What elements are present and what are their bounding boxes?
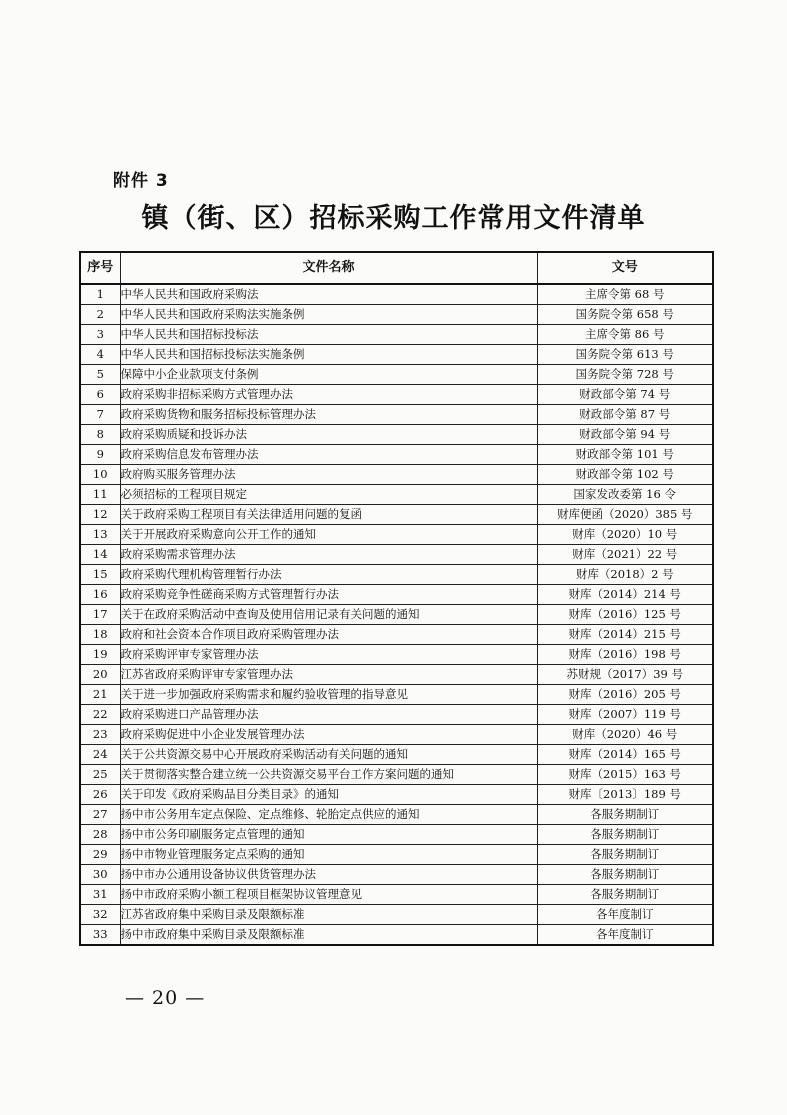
row-index: 11 (80, 485, 120, 505)
table-row (80, 605, 713, 625)
table-row (80, 625, 713, 645)
document-number: 各服务期制订 (537, 865, 713, 885)
row-index: 26 (80, 785, 120, 805)
document-name: 保障中小企业款项支付条例 (120, 365, 537, 385)
table-row (80, 525, 713, 545)
document-number: 财政部令第 94 号 (537, 425, 713, 445)
table-row (80, 385, 713, 405)
document-name: 中华人民共和国招标投标法 (120, 325, 537, 345)
table-row (80, 725, 713, 745)
table-row (80, 585, 713, 605)
row-index: 22 (80, 705, 120, 725)
table-header-row (80, 252, 713, 284)
row-index: 30 (80, 865, 120, 885)
table-row (80, 284, 713, 305)
document-number: 财库（2015）163 号 (537, 765, 713, 785)
document-number: 各服务期制订 (537, 825, 713, 845)
document-number: 国务院令第 613 号 (537, 345, 713, 365)
document-name: 中华人民共和国政府采购法实施条例 (120, 305, 537, 325)
table-row (80, 825, 713, 845)
document-number: 财库（2016）205 号 (537, 685, 713, 705)
table-row (80, 805, 713, 825)
table-row (80, 745, 713, 765)
document-name: 江苏省政府采购评审专家管理办法 (120, 665, 537, 685)
row-index: 4 (80, 345, 120, 365)
document-number: 财库（2016）198 号 (537, 645, 713, 665)
table-row (80, 445, 713, 465)
page-number: — 20 — (125, 987, 206, 1009)
row-index: 16 (80, 585, 120, 605)
table-row (80, 305, 713, 325)
document-name: 政府采购需求管理办法 (120, 545, 537, 565)
document-name: 扬中市物业管理服务定点采购的通知 (120, 845, 537, 865)
document-number: 财政部令第 87 号 (537, 405, 713, 425)
document-name: 中华人民共和国政府采购法 (120, 284, 537, 305)
document-number: 主席令第 68 号 (537, 284, 713, 305)
table-row (80, 505, 713, 525)
header-document-name: 文件名称 (120, 252, 537, 284)
row-index: 28 (80, 825, 120, 845)
table-row (80, 685, 713, 705)
row-index: 33 (80, 925, 120, 946)
table-row (80, 845, 713, 865)
document-number: 财库（2007）119 号 (537, 705, 713, 725)
row-index: 10 (80, 465, 120, 485)
document-name: 政府购买服务管理办法 (120, 465, 537, 485)
document-number: 各服务期制订 (537, 885, 713, 905)
row-index: 14 (80, 545, 120, 565)
document-name: 关于政府采购工程项目有关法律适用问题的复函 (120, 505, 537, 525)
document-number: 财政部令第 74 号 (537, 385, 713, 405)
document-name: 政府采购货物和服务招标投标管理办法 (120, 405, 537, 425)
table-row (80, 705, 713, 725)
document-number: 财政部令第 102 号 (537, 465, 713, 485)
document-list-table (79, 251, 714, 946)
row-index: 5 (80, 365, 120, 385)
document-name: 扬中市公务用车定点保险、定点维修、轮胎定点供应的通知 (120, 805, 537, 825)
document-number: 国家发改委第 16 令 (537, 485, 713, 505)
row-index: 7 (80, 405, 120, 425)
document-name: 关于进一步加强政府采购需求和履约验收管理的指导意见 (120, 685, 537, 705)
document-number: 财政部令第 101 号 (537, 445, 713, 465)
table-row (80, 405, 713, 425)
document-name: 扬中市政府集中采购目录及限额标准 (120, 925, 537, 946)
table-row (80, 885, 713, 905)
header-index: 序号 (80, 252, 120, 284)
row-index: 12 (80, 505, 120, 525)
row-index: 24 (80, 745, 120, 765)
row-index: 25 (80, 765, 120, 785)
document-number: 财库〔2013〕189 号 (537, 785, 713, 805)
document-number: 各服务期制订 (537, 845, 713, 865)
table-row (80, 325, 713, 345)
row-index: 6 (80, 385, 120, 405)
table-row (80, 465, 713, 485)
table-row (80, 645, 713, 665)
row-index: 31 (80, 885, 120, 905)
row-index: 32 (80, 905, 120, 925)
row-index: 29 (80, 845, 120, 865)
document-name: 江苏省政府集中采购目录及限额标准 (120, 905, 537, 925)
document-name: 政府采购进口产品管理办法 (120, 705, 537, 725)
table-body (80, 284, 713, 945)
document-name: 政府采购代理机构管理暂行办法 (120, 565, 537, 585)
document-number: 财库（2021）22 号 (537, 545, 713, 565)
document-number: 国务院令第 728 号 (537, 365, 713, 385)
table-row (80, 365, 713, 385)
document-number: 国务院令第 658 号 (537, 305, 713, 325)
page-title: 镇（街、区）招标采购工作常用文件清单 (141, 203, 646, 234)
document-number: 各年度制订 (537, 925, 713, 946)
table-row (80, 425, 713, 445)
document-number: 各服务期制订 (537, 805, 713, 825)
document-number: 各年度制订 (537, 905, 713, 925)
row-index: 18 (80, 625, 120, 645)
row-index: 20 (80, 665, 120, 685)
document-number: 财库（2014）215 号 (537, 625, 713, 645)
document-name: 中华人民共和国招标投标法实施条例 (120, 345, 537, 365)
document-name: 政府和社会资本合作项目政府采购管理办法 (120, 625, 537, 645)
document-number: 财库（2018）2 号 (537, 565, 713, 585)
table-row (80, 665, 713, 685)
table-row (80, 865, 713, 885)
document-number: 财库（2020）10 号 (537, 525, 713, 545)
row-index: 1 (80, 284, 120, 305)
document-name: 关于公共资源交易中心开展政府采购活动有关问题的通知 (120, 745, 537, 765)
row-index: 8 (80, 425, 120, 445)
table-row (80, 925, 713, 946)
document-name: 关于在政府采购活动中查询及使用信用记录有关问题的通知 (120, 605, 537, 625)
row-index: 23 (80, 725, 120, 745)
document-name: 必须招标的工程项目规定 (120, 485, 537, 505)
document-name: 政府采购质疑和投诉办法 (120, 425, 537, 445)
row-index: 21 (80, 685, 120, 705)
document-number: 苏财规（2017）39 号 (537, 665, 713, 685)
row-index: 17 (80, 605, 120, 625)
document-name: 政府采购信息发布管理办法 (120, 445, 537, 465)
document-name: 政府采购竞争性磋商采购方式管理暂行办法 (120, 585, 537, 605)
row-index: 19 (80, 645, 120, 665)
row-index: 13 (80, 525, 120, 545)
document-name: 关于印发《政府采购品目分类目录》的通知 (120, 785, 537, 805)
table-row (80, 785, 713, 805)
table-row (80, 485, 713, 505)
row-index: 15 (80, 565, 120, 585)
table-row (80, 565, 713, 585)
document-name: 关于贯彻落实整合建立统一公共资源交易平台工作方案问题的通知 (120, 765, 537, 785)
row-index: 27 (80, 805, 120, 825)
document-name: 扬中市政府采购小额工程项目框架协议管理意见 (120, 885, 537, 905)
document-number: 财库（2020）46 号 (537, 725, 713, 745)
table-row (80, 765, 713, 785)
document-number: 财库（2014）214 号 (537, 585, 713, 605)
row-index: 3 (80, 325, 120, 345)
document-name: 扬中市公务印刷服务定点管理的通知 (120, 825, 537, 845)
document-number: 财库便函（2020）385 号 (537, 505, 713, 525)
document-number: 财库（2016）125 号 (537, 605, 713, 625)
table-row (80, 905, 713, 925)
document-number: 主席令第 86 号 (537, 325, 713, 345)
attachment-label: 附件 3 (113, 171, 169, 191)
document-number: 财库（2014）165 号 (537, 745, 713, 765)
table-row (80, 345, 713, 365)
document-name: 关于开展政府采购意向公开工作的通知 (120, 525, 537, 545)
row-index: 9 (80, 445, 120, 465)
document-name: 政府采购非招标采购方式管理办法 (120, 385, 537, 405)
document-name: 政府采购促进中小企业发展管理办法 (120, 725, 537, 745)
document-name: 政府采购评审专家管理办法 (120, 645, 537, 665)
document-name: 扬中市办公通用设备协议供货管理办法 (120, 865, 537, 885)
header-document-number: 文号 (537, 252, 713, 284)
row-index: 2 (80, 305, 120, 325)
table-row (80, 545, 713, 565)
